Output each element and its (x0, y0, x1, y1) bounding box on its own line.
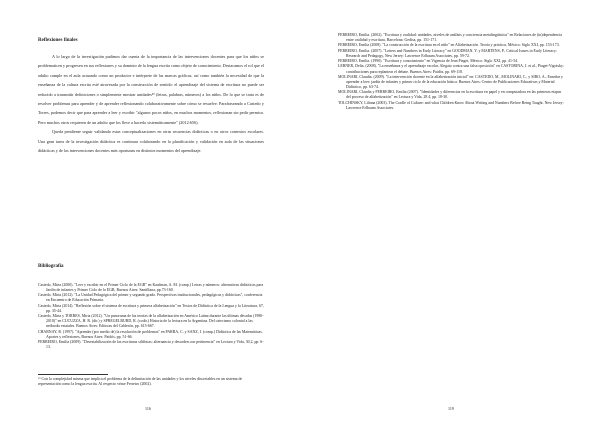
reference-item: Castedo, Mirta (2014). "Reflexión sobre el sistema de escritura y primera alfabetización" en Textos de Didáctica de la Lengua y la Literatura, 67, pp. 35-44. (38, 303, 264, 313)
bibliography-title: Bibliografía (38, 264, 64, 269)
reference-item: LERNER, Delia. (2008). "La enseñanza y el aprendizaje escolar. Alegato contra una falsa oposición" en CASTORINA, J. et al., Piaget-Vigotsky: contribuciones para replantear el debate. Buenos Aires: Paidós, pp. 69-118. (338, 64, 564, 74)
reference-item: FERREIRO, Emilia. (2002). "Escritura y oralidad: unidades, niveles de análisis y conciencia metalingüística" en Relaciones de (in)dependencia entre oralidad y escritura, Barcelona: Gedisa, pp. 151-171. (338, 33, 563, 43)
reference-item: FERREIRO, Emilia (2009). "Desestabilización de las escrituras silábicas: alternancia y desorden con pertinencia" en Lectura y Vida, 30,2, pp. 6-13. (38, 340, 264, 350)
reference-item: Castedo, Mirta (2000). "Leer y escribir en el Primer Ciclo de la EGB" en Kaufman, A. M. (comp.) Letras y números: alternativas didácticas para Jardín de infantes y Primer Ciclo de la EGB, Buenos Aires: Santillana, pp.73-160. (38, 283, 264, 293)
reference-item: TOLCHINSKY, Liliana (2003). The Cradle of Culture: and what Children Know About Writing and Numbers Before Being Taught. New Jersey: Lawrence Erlbaum Associates. (338, 100, 564, 110)
reference-list (338, 33, 564, 111)
paragraph-1: A lo largo de la investigación pudimos dar cuenta de la importancia de las intervenciones docentes para que los niños se problematicen y progresen en sus reflexiones y su dominio de la lengua escrita como objeto de conocimiento. Destacamos el rol que el adulto cumple en el aula actuando como un productor e intérprete de las marcas gráficas, así como también la necesidad de que la enseñanza de la cultura escrita esté atravesada por la construcción de sentido: el aprendizaje del sistema de escritura no puede ser reducido a transmitir definiciones o simplemente mostrar unidades²⁹ (letras, palabras, números) a los niños. De lo que se trata es de resolver problemas para aprender y de aprender reflexionando colaborativamente sobre cómo se resuelve. Parafraseando a Castedo y Torres, podemos decir que para aprender a leer y escribir "algunos pocos niños, en muchos momentos, reflexionan sin pedir permiso. Pero muchos otros requieren de un adulto que los lleve a hacerlo sistemáticamente" (2012:656). (38, 54, 264, 125)
page-number: 119 (448, 406, 454, 411)
footnote-rule (38, 374, 108, 375)
reference-item: Castedo, Mirta (2012). "La Unidad Pedagógica del primer y segundo grado. Perspectivas institucionales, pedagógicas y didácticas", conferencia en Encuentro de Educación Primaria. (38, 293, 263, 303)
body-text (38, 52, 264, 155)
reference-item: MOLINARI, Claudia y FERREIRO, Emilia (2007). "Identidades y diferencias en la escritura en papel y en computadora en las primeras etapas del proceso de alfabetización" en Lectura y Vida, 28 4, pp. 18-30. (338, 90, 562, 100)
footnote: ²⁹ Con la complejidad misma que implica el problema de la delimitación de las unidades y los niveles discretables en un sistema de representación como la lengua escrita. Al respecto véase Ferreiro (2002). (38, 377, 243, 386)
reference-list (38, 283, 264, 350)
reference-item: Castedo, Mirta y TORRES, Mirta (2012). "Un panorama de las teorías de la alfabetización en América Latina durante las últimas décadas (1980-2010)" en CUCUZZA, H. R. (dir.) y SPREGELBURD, R. (codir.) Historia de la lectura en la Argentina. Del catecismo colonial a las netbooks estatales. Buenos Aires: Editoras del Calderón, pp. 615-667. (38, 314, 264, 329)
right-page (300, 0, 600, 424)
reference-item: FERREIRO, Emilia. (2007). "Letters and Numbers in Early Literacy" en GOODMAN, Y. y MARTENS, P., Critical Issues in Early Literacy: Research and Pedagogy, New Jersey: Lawrence Erlbaum Associates, pp. 59-72. (338, 48, 557, 58)
reference-item: MOLINARI, Claudia. (2009). "La intervención docente en la alfabetización inicial" en: CASTEDO, M., MOLINARI, C., y SIRO, A., Enseñar y aprender a leer: jardín de infantes y primer ciclo de la educación básica. Buenos Aires: Centro de Publicaciones Educativas y Material Didáctico, pp. 63-74. (338, 74, 563, 89)
reference-item: FERREIRO, Emilia (2008). "La construcción de la escritura en el niño" en Alfabetización. Teoría y práctica, México: Siglo XXI, pp. 153-173. (338, 43, 560, 48)
reference-item: FERREIRO, Emilia. (1990). "Escritura y conocimiento" en Vigencia de Jean Piaget, México: Siglo XXI, pp. 41-54. (338, 59, 519, 64)
paragraph-2: Queda pendiente seguir validando estas conceptualizaciones en otras secuencias didácticas o en otros contextos escolares. Una gran tarea de la investigación didáctica es continuar colaborando en la planificación y validación en aula de las situaciones didácticas y de las intervenciones docentes más oportunas en distintos momentos del aprendizaje. (38, 129, 264, 154)
reference-item: CHARNAY, R. (1997). "Aprender (por medio de) la resolución de problemas" en PARRA, C. y SANZ, I. (comp.) Didáctica de las Matemáticas. Aportes y reflexiones, Buenos Aires: Paidós, pp. 51-66. (38, 329, 263, 339)
section-title: Reflexiones finales (38, 38, 78, 43)
page-number: 116 (145, 406, 151, 411)
